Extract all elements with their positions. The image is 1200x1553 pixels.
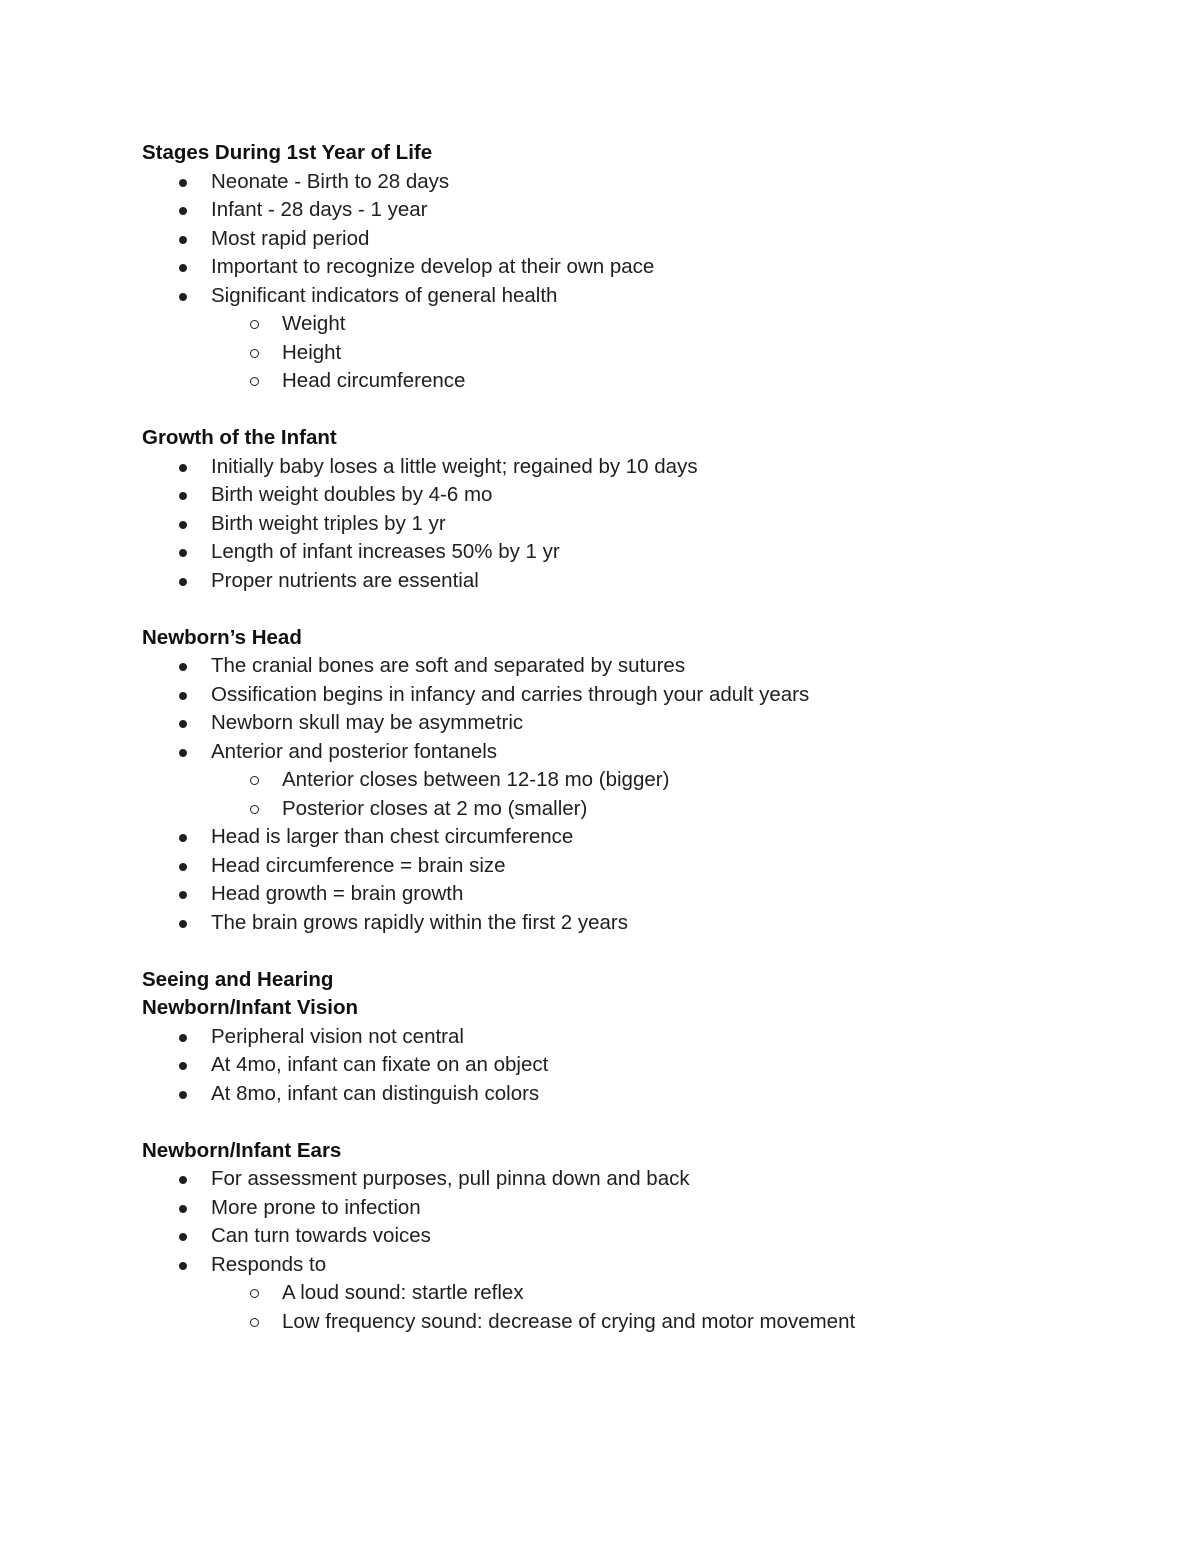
- bullet-item: Length of infant increases 50% by 1 yr: [142, 538, 1142, 567]
- bullet-list: [142, 1165, 1142, 1336]
- bullet-item: Neonate - Birth to 28 days: [142, 168, 1142, 197]
- section: [142, 424, 1142, 595]
- document-body: [142, 139, 1142, 1336]
- sub-bullet-item: A loud sound: startle reflex: [142, 1279, 1142, 1308]
- sub-bullet-item: Anterior closes between 12-18 mo (bigger): [142, 766, 1142, 795]
- bullet-item: Peripheral vision not central: [142, 1023, 1142, 1052]
- section: [142, 139, 1142, 396]
- bullet-list: [142, 453, 1142, 596]
- section-heading: Newborn’s Head: [142, 625, 302, 649]
- section-heading: Seeing and Hearing: [142, 967, 334, 991]
- bullet-item: At 4mo, infant can fixate on an object: [142, 1051, 1142, 1080]
- bullet-list: [142, 168, 1142, 396]
- bullet-item: Anterior and posterior fontanels: [142, 738, 1142, 767]
- bullet-list: [142, 1023, 1142, 1109]
- sub-bullet-item: Height: [142, 339, 1142, 368]
- section-heading: Newborn/Infant Ears: [142, 1138, 342, 1162]
- sub-bullet-item: Low frequency sound: decrease of crying and motor movement: [142, 1308, 1142, 1337]
- section: [142, 1137, 1142, 1337]
- bullet-item: Ossification begins in infancy and carries through your adult years: [142, 681, 1142, 710]
- bullet-item: The brain grows rapidly within the first 2 years: [142, 909, 1142, 938]
- bullet-item: The cranial bones are soft and separated by sutures: [142, 652, 1142, 681]
- bullet-item: For assessment purposes, pull pinna down and back: [142, 1165, 1142, 1194]
- bullet-item: Birth weight triples by 1 yr: [142, 510, 1142, 539]
- bullet-item: Head is larger than chest circumference: [142, 823, 1142, 852]
- bullet-list: [142, 652, 1142, 937]
- bullet-item: Head growth = brain growth: [142, 880, 1142, 909]
- bullet-item: Newborn skull may be asymmetric: [142, 709, 1142, 738]
- section: [142, 966, 1142, 995]
- section: [142, 624, 1142, 938]
- sub-bullet-item: Posterior closes at 2 mo (smaller): [142, 795, 1142, 824]
- bullet-item: Most rapid period: [142, 225, 1142, 254]
- section-heading: Stages During 1st Year of Life: [142, 141, 433, 164]
- section: [142, 994, 1142, 1108]
- bullet-item: Head circumference = brain size: [142, 852, 1142, 881]
- section-heading: Newborn/Infant Vision: [142, 996, 359, 1019]
- bullet-item: More prone to infection: [142, 1194, 1142, 1223]
- sub-bullet-item: Weight: [142, 310, 1142, 339]
- bullet-item: Initially baby loses a little weight; regained by 10 days: [142, 453, 1142, 482]
- bullet-item: Important to recognize develop at their own pace: [142, 253, 1142, 282]
- bullet-item: Birth weight doubles by 4-6 mo: [142, 481, 1142, 510]
- bullet-item: Responds to: [142, 1251, 1142, 1280]
- bullet-item: Proper nutrients are essential: [142, 567, 1142, 596]
- bullet-item: Infant - 28 days - 1 year: [142, 196, 1142, 225]
- sub-bullet-item: Head circumference: [142, 367, 1142, 396]
- section-heading: Growth of the Infant: [142, 426, 337, 449]
- bullet-item: Significant indicators of general health: [142, 282, 1142, 311]
- bullet-item: Can turn towards voices: [142, 1222, 1142, 1251]
- bullet-item: At 8mo, infant can distinguish colors: [142, 1080, 1142, 1109]
